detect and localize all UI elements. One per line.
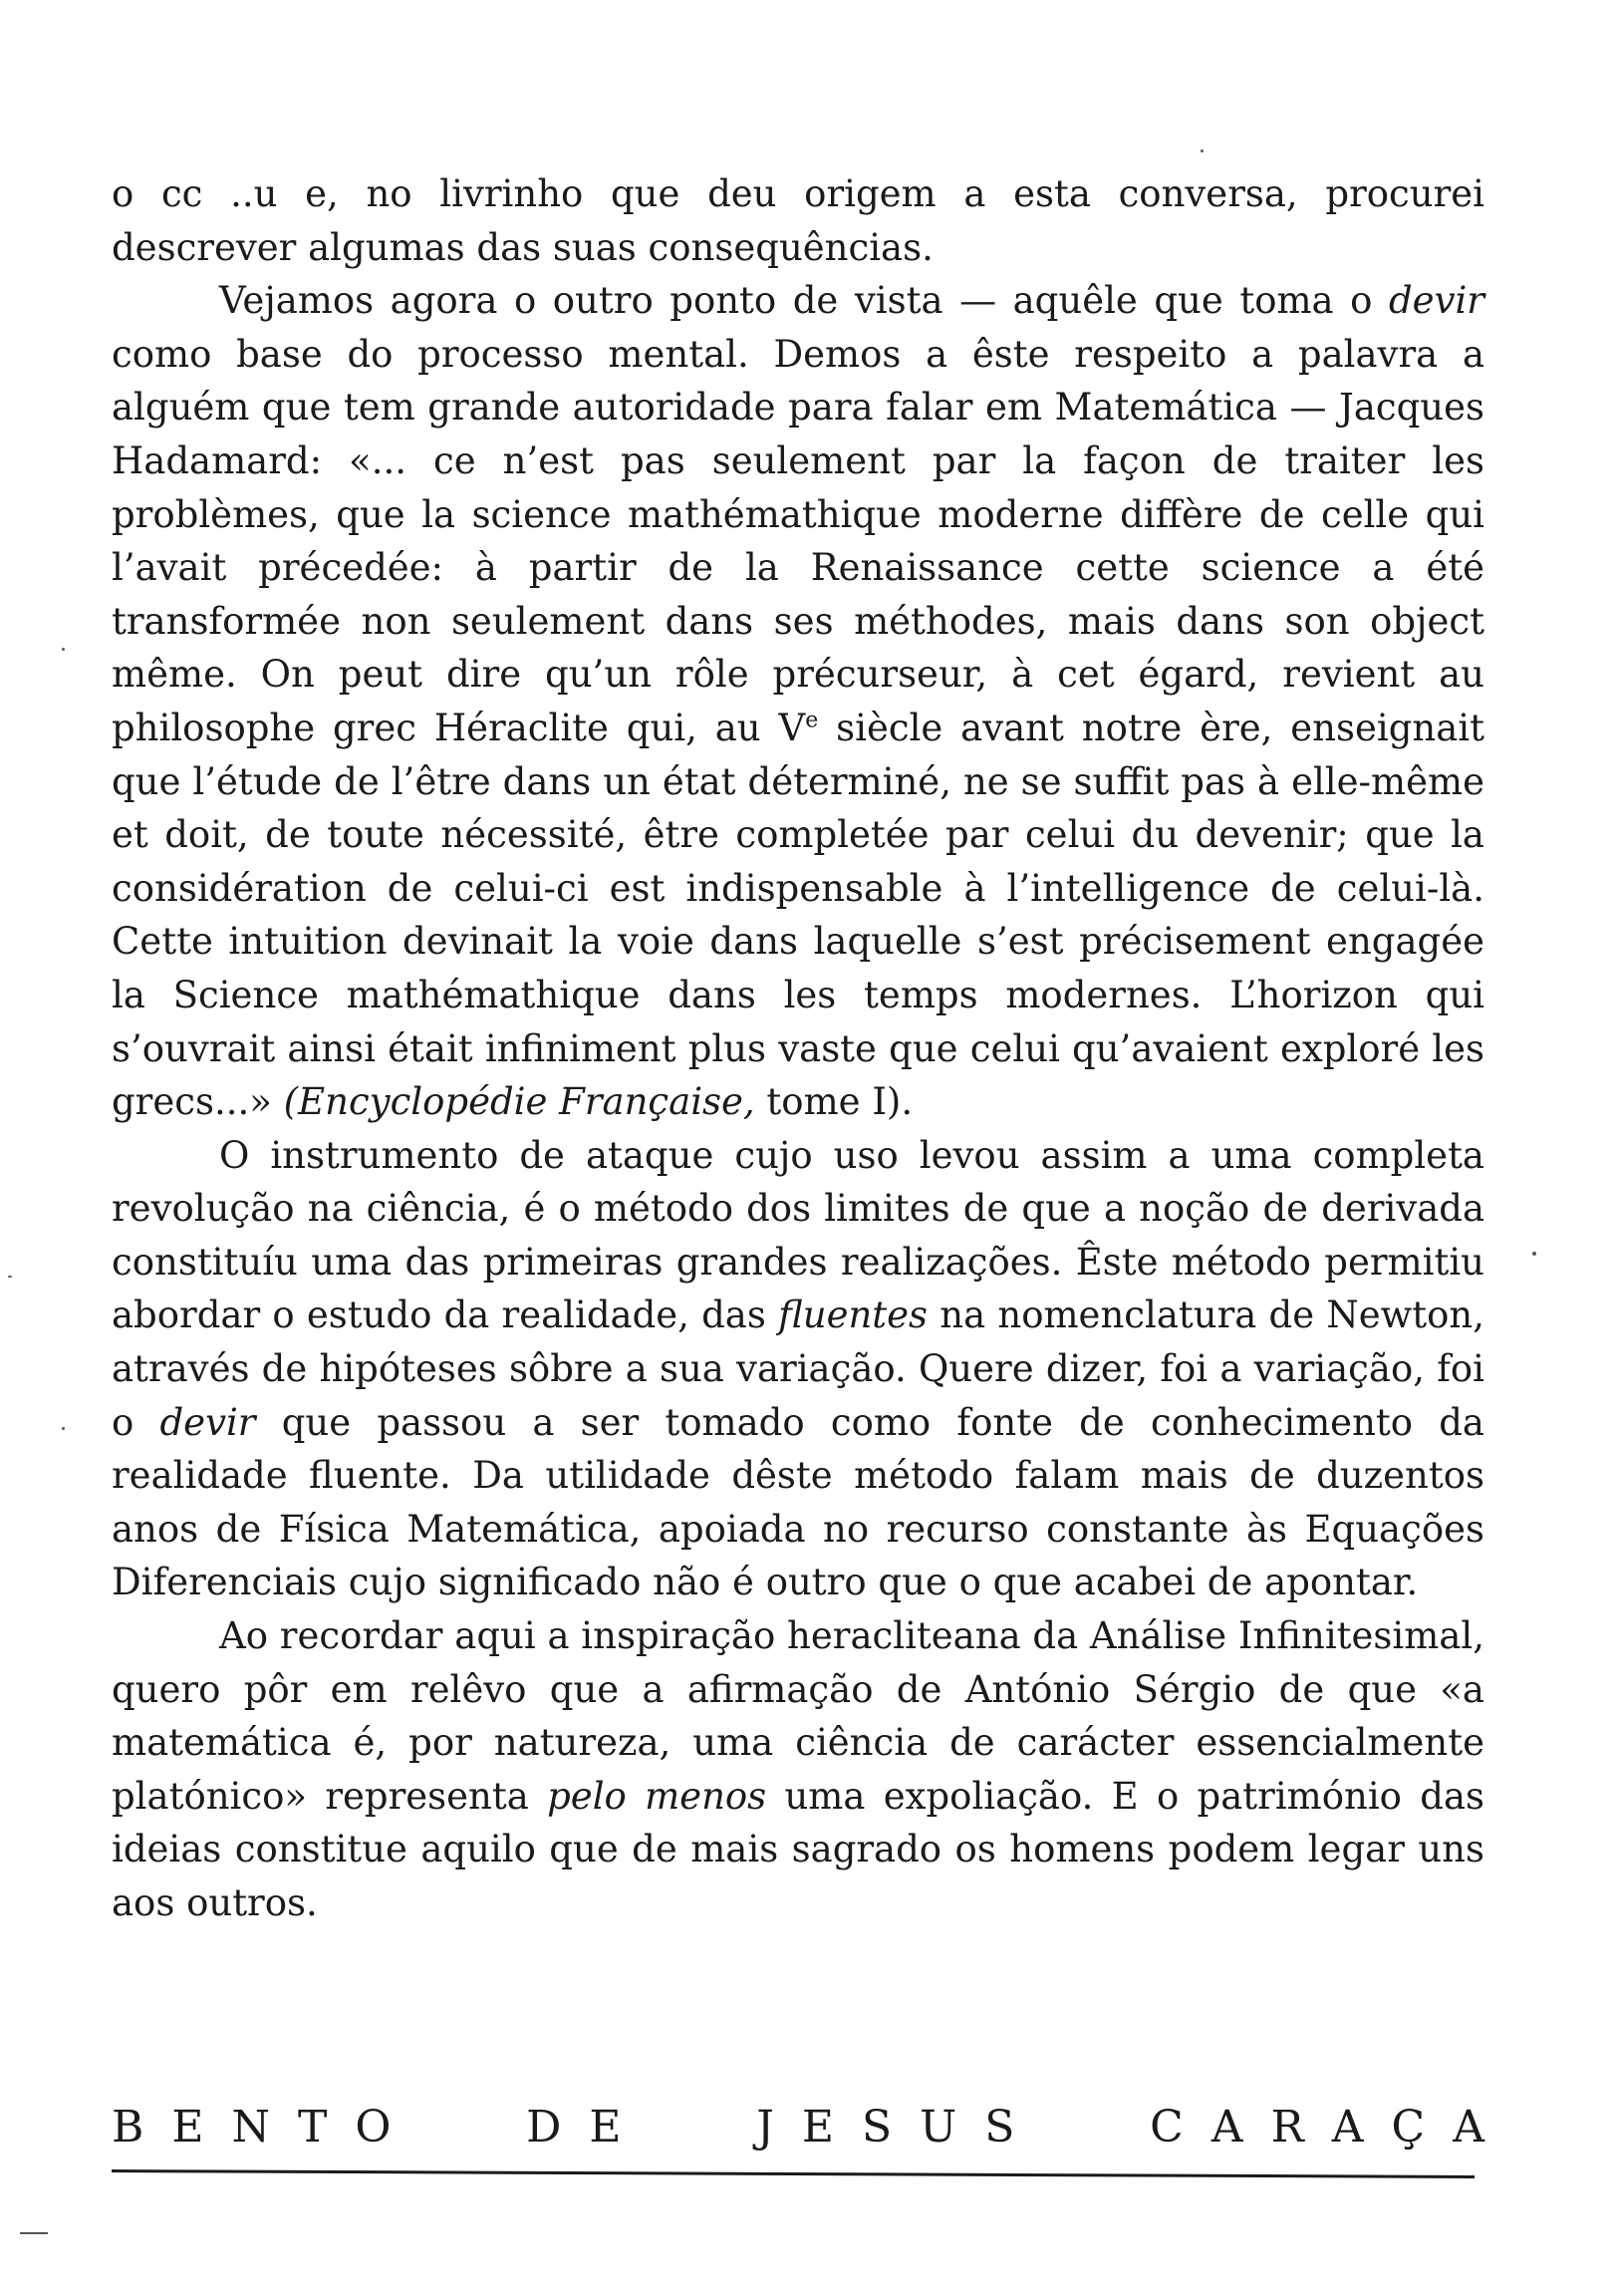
- paragraph-4: [112, 1609, 1484, 1930]
- text-run: na nomenclatura de Newton, através de hipóteses sôbre a sua variação. Quere dizer, foi a variação, foi o: [112, 1293, 1484, 1444]
- signature-letter: N: [231, 2102, 270, 2152]
- text-run: O instrumento de ataque cujo uso levou assim a uma completa revolução na ciência, é o método dos limites de que a noção de derivada constituíu uma das primeiras grandes realizações. Êste método permitiu abordar o estudo da realidade, das: [112, 1133, 1484, 1337]
- italic-term: pelo menos: [547, 1774, 767, 1818]
- signature-letter: A: [1210, 2102, 1243, 2152]
- signature-letter: J: [756, 2102, 774, 2152]
- paragraph-2: [112, 274, 1484, 1129]
- signature-letter: B: [112, 2102, 144, 2152]
- signature-letter: D: [526, 2102, 562, 2152]
- italic-term: (Encyclopédie Française,: [283, 1080, 755, 1124]
- italic-term: fluentes: [778, 1293, 929, 1337]
- text-run: tome I).: [754, 1080, 914, 1124]
- author-name: [112, 2098, 1484, 2157]
- paragraph-1: [112, 167, 1484, 274]
- author-signature: [112, 2098, 1484, 2177]
- superscript: e: [805, 708, 819, 733]
- text-run: que passou a ser tomado como fonte de conhecimento da realidade fluente. Da utilidade dêste método falam mais de duzentos anos de Física Matemática, apoiada no recurso constante às Equações Diferenciais cujo significado não é outro que o que acabei de apontar.: [112, 1400, 1484, 1604]
- signature-letter: T: [297, 2102, 328, 2152]
- text-run: uma expoliação. E o património das ideias constitue aquilo que de mais sagrado os homens podem legar uns aos outros.: [112, 1774, 1484, 1924]
- text-run: Ao recordar aqui a inspiração heracliteana da Análise Infinitesimal, quero pôr em relêvo que a afirmação de António Sérgio de que «a matemática é, por natureza, uma ciência de carácter essencialmente platónico» representa: [112, 1614, 1484, 1818]
- print-speck: [20, 2232, 48, 2234]
- signature-letter: S: [984, 2102, 1015, 2152]
- signature-letter: Ç: [1391, 2102, 1426, 2152]
- signature-underline: [112, 2169, 1475, 2178]
- print-speck: [62, 648, 65, 651]
- text-run: o cc ..u e, no livrinho que deu origem a esta conversa, procurei descrever algumas das suas consequências.: [112, 172, 1484, 269]
- signature-letter: E: [801, 2102, 835, 2152]
- paragraph-3: [112, 1129, 1484, 1609]
- print-speck: [1201, 149, 1204, 152]
- signature-word: [756, 2098, 1014, 2157]
- signature-letter: U: [920, 2102, 957, 2152]
- print-speck: [8, 1276, 12, 1278]
- signature-letter: C: [1150, 2102, 1184, 2152]
- signature-word: [112, 2098, 391, 2157]
- signature-letter: A: [1453, 2102, 1484, 2152]
- signature-word: [526, 2098, 621, 2157]
- signature-letter: E: [589, 2102, 622, 2152]
- signature-letter: O: [355, 2102, 392, 2152]
- print-speck: [1532, 1252, 1536, 1256]
- signature-letter: E: [171, 2102, 204, 2152]
- text-run: Vejamos agora o outro ponto de vista — aquêle que toma o: [219, 279, 1389, 323]
- signature-letter: A: [1331, 2102, 1364, 2152]
- italic-term: devir: [1388, 279, 1484, 323]
- body-text: [112, 167, 1484, 1930]
- text-run: siècle avant notre ère, enseignait que l’étude de l’être dans un état déterminé, ne se suffit pas à elle-même et doit, de toute nécessité, être completée par celui du devenir; que la considération de celui-ci est indispensable à l’intelligence de celui-là. Cette intuition devinait la voie dans laquelle s’est précisement engagée la Science mathémathique dans les temps modernes. L’horizon qui s’ouvrait ainsi était infiniment plus vaste que celui qu’avaient exploré les grecs...»: [112, 706, 1484, 1124]
- signature-letter: R: [1270, 2102, 1304, 2152]
- italic-term: devir: [159, 1400, 256, 1444]
- signature-letter: S: [862, 2102, 893, 2152]
- text-run: como base do processo mental. Demos a êste respeito a palavra a alguém que tem grande autoridade para falar em Matemática — Jacques Hadamard: «... ce n’est pas seulement par la façon de traiter les problèmes, que la science mathémathique moderne diffère de celle qui l’avait précedée: à partir de la Renaissance cette science a été transformée non seulement dans ses méthodes, mais dans son object même. On peut dire qu’un rôle précurseur, à cet égard, revient au philosophe grec Héraclite qui, au V: [112, 332, 1484, 749]
- signature-word: [1150, 2098, 1484, 2157]
- print-speck: [62, 1427, 65, 1430]
